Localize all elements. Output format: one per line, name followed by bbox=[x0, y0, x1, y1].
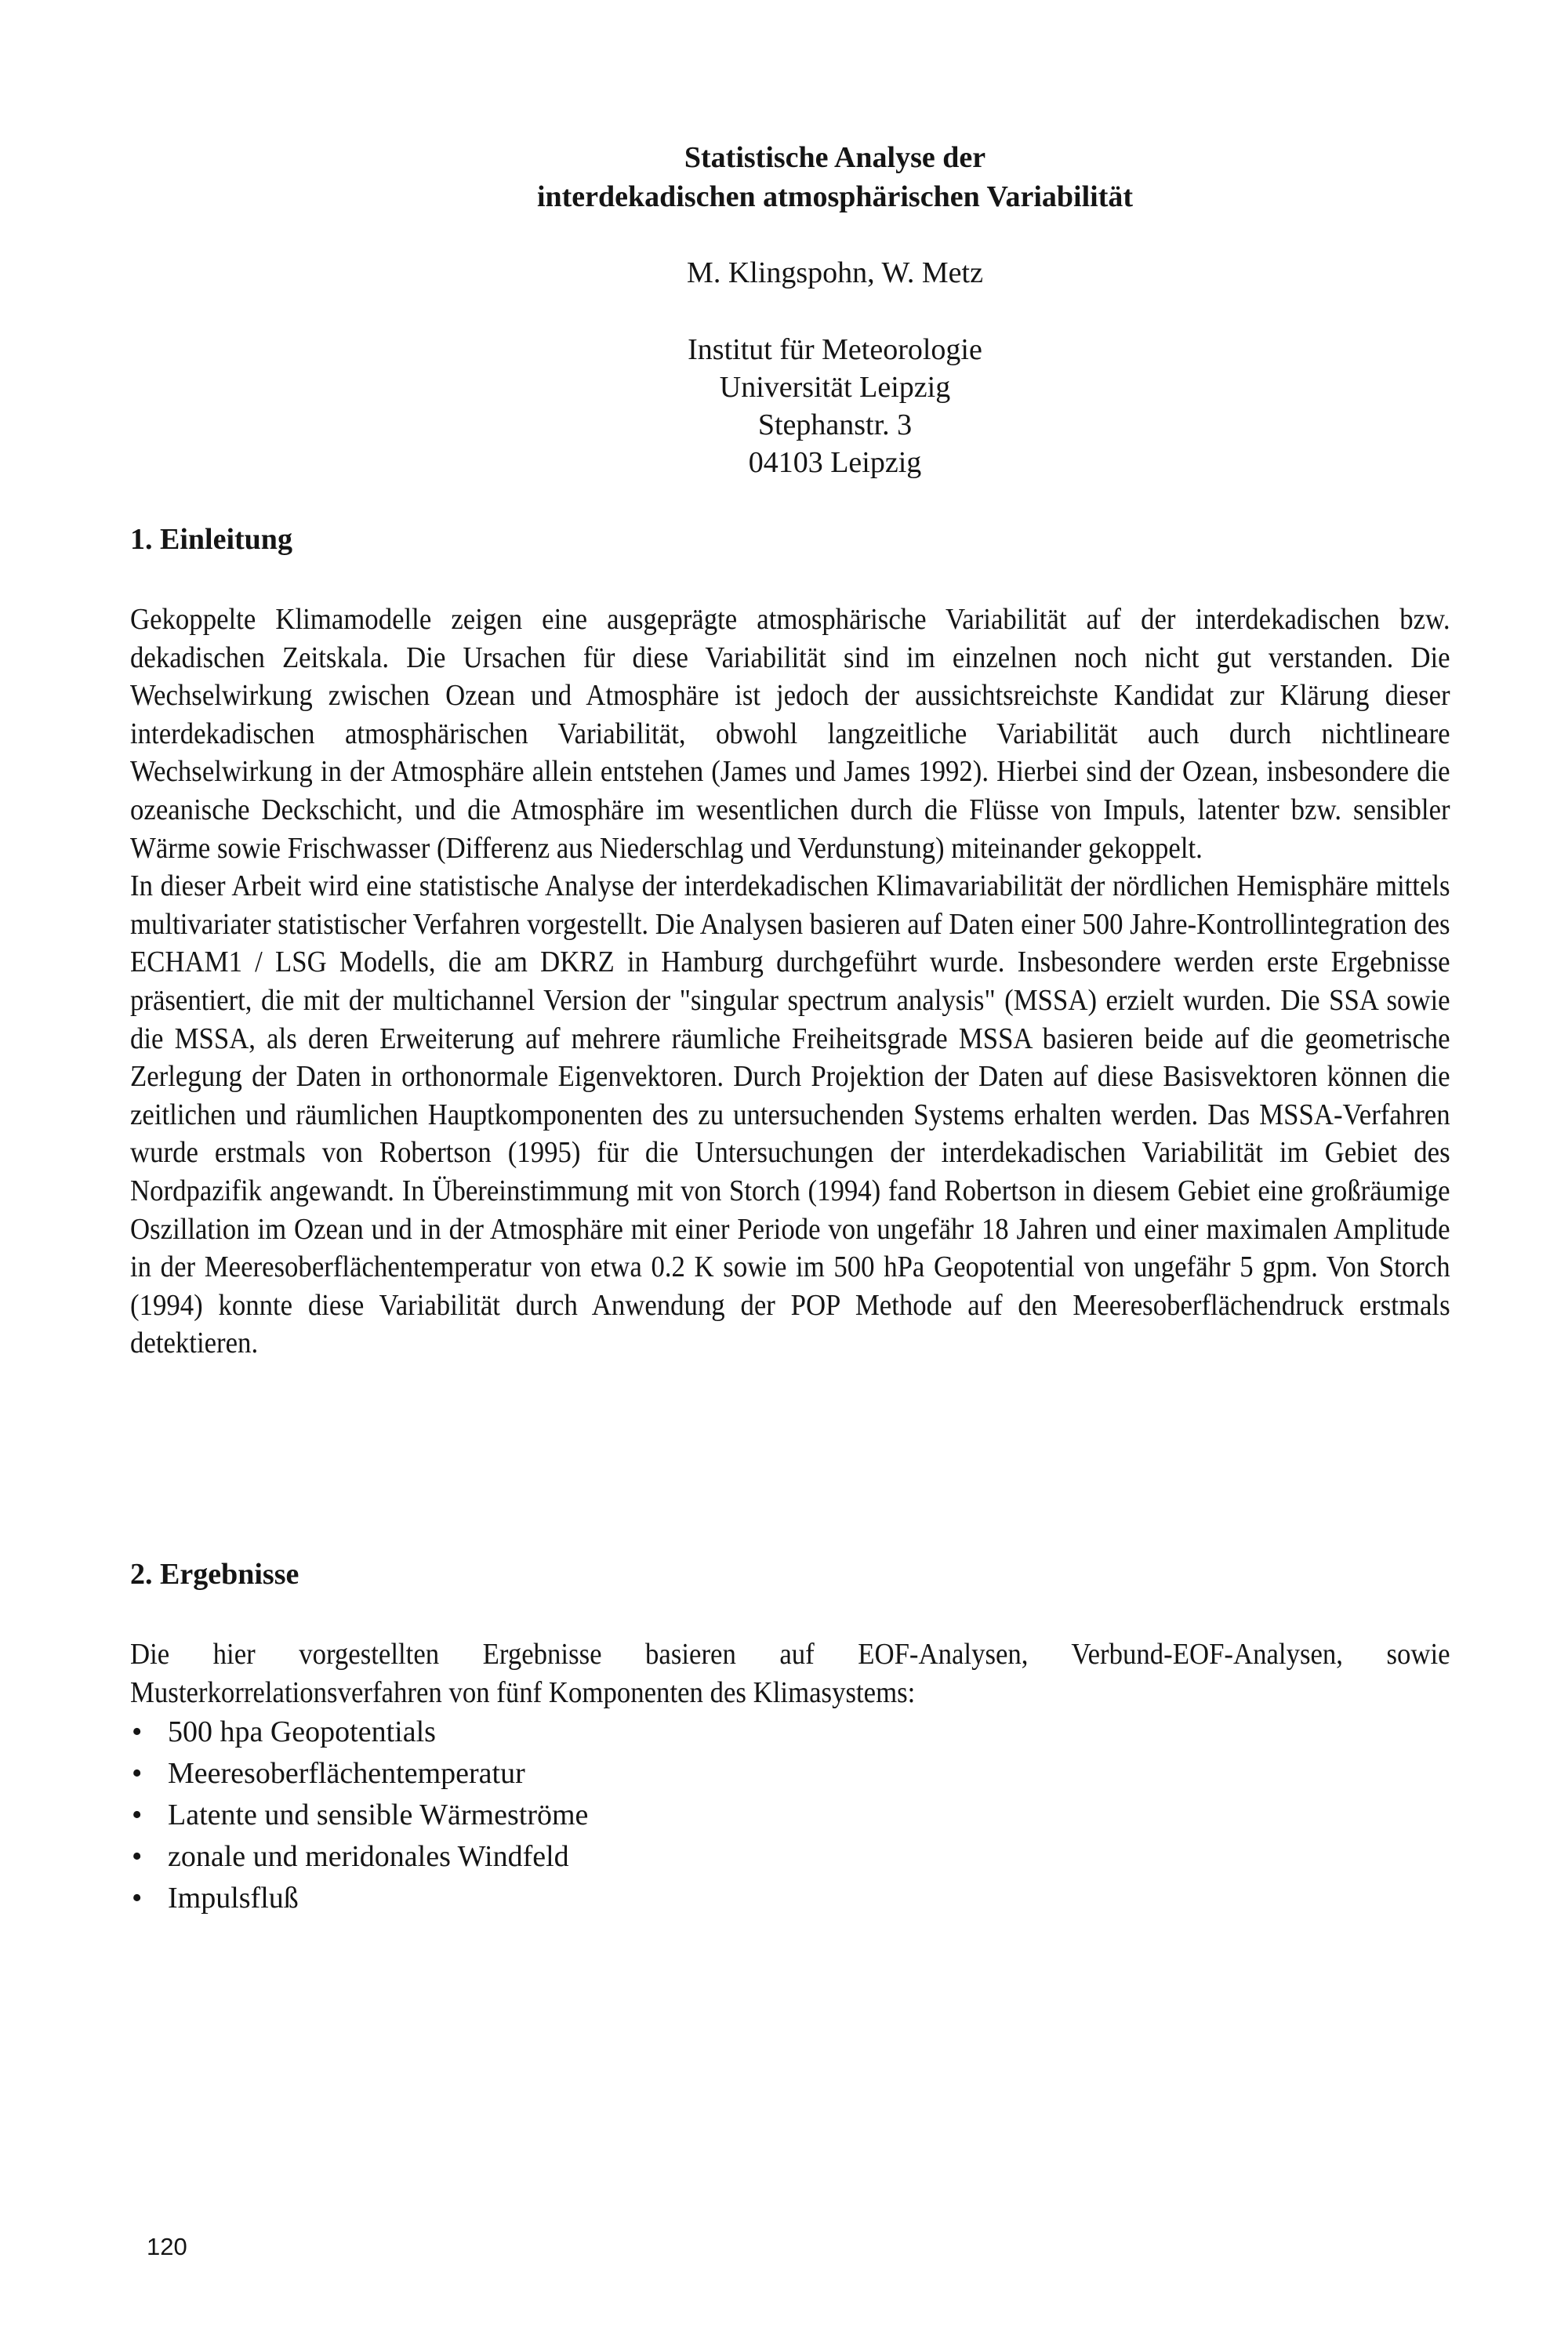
list-item bbox=[130, 1753, 588, 1795]
affiliation-university: Universität Leipzig bbox=[719, 371, 951, 404]
list-item-text: zonale und meridonales Windfeld bbox=[168, 1840, 569, 1873]
list-item-text: Impulsfluß bbox=[168, 1882, 299, 1915]
section-heading-einleitung: 1. Einleitung bbox=[130, 523, 292, 556]
einleitung-paragraph-1: Gekoppelte Klimamodelle zeigen eine ausgeprägte atmosphärische Variabilität auf der interdekadischen bzw. dekadischen Zeitskala. Die Ursachen für diese Variabilität sind im einzelnen noch nicht gut verstanden. Die Wechselwirkung zwischen Ozean und Atmosphäre ist jedoch der aussichtsreichste Kandidat zur Klärung dieser interdekadischen atmosphärischen Variabilität, obwohl langzeitliche Variabilität auch durch nichtlineare Wechselwirkung in der Atmosphäre allein entstehen (James und James 1992). Hierbei sind der Ozean, insbesondere die ozeanische Deckschicht, und die Atmosphäre im wesentlichen durch die Flüsse von Impuls, latenter bzw. sensibler Wärme sowie Frischwasser (Differenz aus Niederschlag und Verdunstung) miteinander gekoppelt. bbox=[130, 603, 1450, 865]
paper-authors: M. Klingspohn, W. Metz bbox=[687, 256, 983, 289]
section-ergebnisse-body bbox=[130, 1635, 1450, 1711]
einleitung-paragraph-2: In dieser Arbeit wird eine statistische Analyse der interdekadischen Klimavariabilität der nördlichen Hemisphäre mittels multivariater statistischer Verfahren vorgestellt. Die Analysen basieren auf Daten einer 500 Jahre-Kontrollintegration des ECHAM1 / LSG Modells, die am DKRZ in Hamburg durchgeführt wurde. Insbesondere werden erste Ergebnisse präsentiert, die mit der multichannel Version der "singular spectrum analysis" (MSSA) erzielt wurden. Die SSA sowie die MSSA, als deren Erweiterung auf mehrere räumliche Freiheitsgrade MSSA basieren beide auf die geometrische Zerlegung der Daten in orthonormale Eigenvektoren. Durch Projektion der Daten auf diese Basisvektoren können die zeitlichen und räumlichen Hauptkomponenten des zu untersuchenden Systems erhalten werden. Das MSSA-Verfahren wurde erstmals von Robertson (1995) für die Untersuchungen der interdekadischen Variabilität im Gebiet des Nordpazifik angewandt. In Übereinstimmung mit von Storch (1994) fand Robertson in diesem Gebiet eine großräumige Oszillation im Ozean und in der Atmosphäre mit einer Periode von ungefähr 18 Jahren und einer maximalen Amplitude in der Meeresoberflächentemperatur von etwa 0.2 K sowie im 500 hPa Geopotential von ungefähr 5 gpm. Von Storch (1994) konnte diese Variabilität durch Anwendung der POP Methode auf den Meeresoberflächendruck erstmals detektieren. bbox=[130, 869, 1450, 1360]
ergebnisse-intro-paragraph: Die hier vorgestellten Ergebnisse basieren auf EOF-Analysen, Verbund-EOF-Analysen, sowie Musterkorrelationsverfahren von fünf Komponenten des Klimasystems: bbox=[130, 1638, 1450, 1709]
bullet-icon: • bbox=[132, 1840, 143, 1873]
bullet-icon: • bbox=[132, 1882, 143, 1915]
bullet-icon: • bbox=[132, 1799, 143, 1831]
list-item-text: 500 hpa Geopotentials bbox=[168, 1715, 436, 1748]
paper-header bbox=[416, 138, 1254, 479]
paper-title-line-1: Statistische Analyse der bbox=[684, 141, 986, 174]
list-item-text: Latente und sensible Wärmeströme bbox=[168, 1799, 589, 1831]
list-item bbox=[130, 1836, 588, 1878]
paper-title-line-2: interdekadischen atmosphärischen Variabilität bbox=[536, 180, 1134, 213]
page-number: 120 bbox=[147, 2233, 187, 2260]
bullet-icon: • bbox=[132, 1757, 143, 1790]
list-item bbox=[130, 1878, 588, 1919]
section-einleitung-body bbox=[130, 601, 1450, 1363]
affiliation-institute: Institut für Meteorologie bbox=[688, 333, 982, 366]
component-bullet-list bbox=[130, 1711, 588, 1919]
list-item bbox=[130, 1711, 588, 1753]
bullet-icon: • bbox=[132, 1715, 143, 1748]
list-item bbox=[130, 1795, 588, 1836]
section-heading-ergebnisse: 2. Ergebnisse bbox=[130, 1558, 299, 1591]
affiliation-street: Stephanstr. 3 bbox=[757, 408, 913, 441]
list-item-text: Meeresoberflächentemperatur bbox=[168, 1757, 525, 1790]
affiliation-city: 04103 Leipzig bbox=[748, 446, 922, 479]
author-affiliation bbox=[416, 331, 1254, 481]
